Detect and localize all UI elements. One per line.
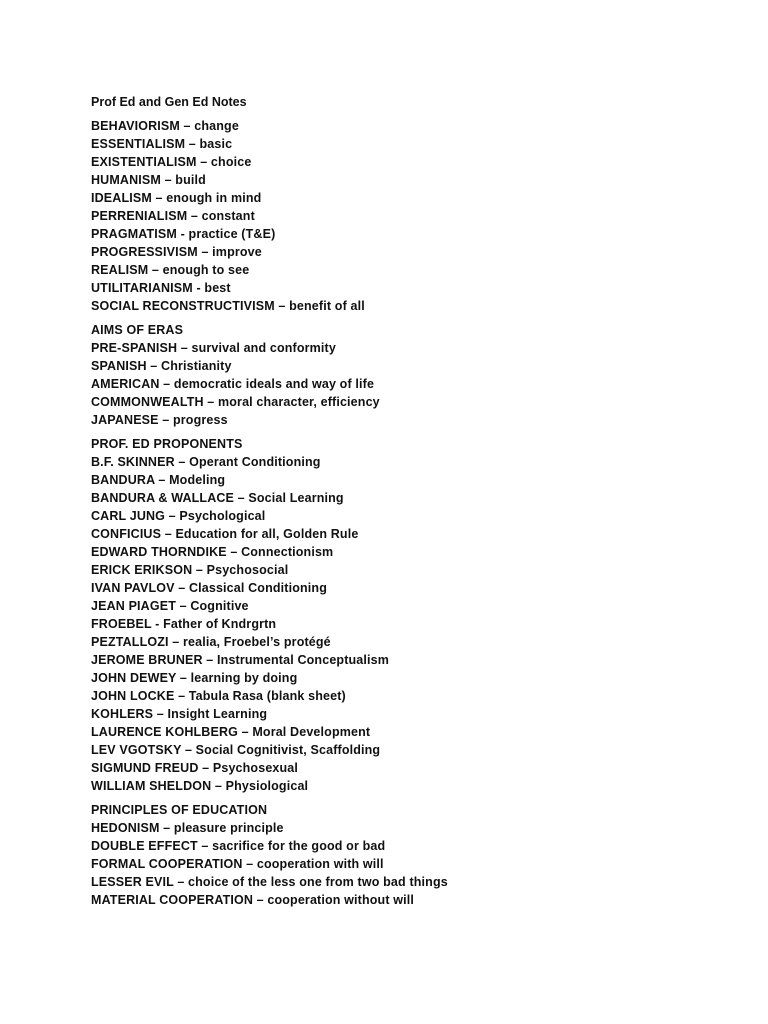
note-line: EXISTENTIALISM – choice — [91, 155, 252, 169]
note-line: BANDURA & WALLACE – Social Learning — [91, 491, 344, 505]
document-title: Prof Ed and Gen Ed Notes — [91, 95, 247, 109]
note-line: PROGRESSIVISM – improve — [91, 245, 262, 259]
note-line: ESSENTIALISM – basic — [91, 137, 233, 151]
note-line: HUMANISM – build — [91, 173, 206, 187]
note-line: EDWARD THORNDIKE – Connectionism — [91, 545, 334, 559]
note-line: PEZTALLOZI – realia, Froebel’s protégé — [91, 635, 331, 649]
note-line: REALISM – enough to see — [91, 263, 250, 277]
note-line: IVAN PAVLOV – Classical Conditioning — [91, 581, 327, 595]
notes-section — [91, 435, 731, 795]
note-line: SIGMUND FREUD – Psychosexual — [91, 761, 299, 775]
note-line: AMERICAN – democratic ideals and way of life — [91, 377, 375, 391]
note-line: FORMAL COOPERATION – cooperation with will — [91, 857, 384, 871]
note-line: LEV VGOTSKY – Social Cognitivist, Scaffolding — [91, 743, 381, 757]
note-line: LAURENCE KOHLBERG – Moral Development — [91, 725, 371, 739]
note-line: B.F. SKINNER – Operant Conditioning — [91, 455, 321, 469]
note-line: HEDONISM – pleasure principle — [91, 821, 284, 835]
note-line: PRAGMATISM - practice (T&E) — [91, 227, 276, 241]
note-line: UTILITARIANISM - best — [91, 281, 231, 295]
note-line: IDEALISM – enough in mind — [91, 191, 262, 205]
note-line: JOHN LOCKE – Tabula Rasa (blank sheet) — [91, 689, 346, 703]
section-heading: AIMS OF ERAS — [91, 323, 184, 337]
section-heading: PROF. ED PROPONENTS — [91, 437, 243, 451]
note-line: SOCIAL RECONSTRUCTIVISM – benefit of all — [91, 299, 365, 313]
note-line: WILLIAM SHELDON – Physiological — [91, 779, 309, 793]
note-line: JEROME BRUNER – Instrumental Conceptualism — [91, 653, 390, 667]
note-line: MATERIAL COOPERATION – cooperation without will — [91, 893, 415, 907]
note-line: LESSER EVIL – choice of the less one from two bad things — [91, 875, 448, 889]
note-line: JOHN DEWEY – learning by doing — [91, 671, 298, 685]
note-line: KOHLERS – Insight Learning — [91, 707, 268, 721]
notes-section — [91, 321, 731, 429]
section-heading: PRINCIPLES OF EDUCATION — [91, 803, 268, 817]
note-line: CARL JUNG – Psychological — [91, 509, 266, 523]
note-line: BEHAVIORISM – change — [91, 119, 239, 133]
note-line: BANDURA – Modeling — [91, 473, 226, 487]
notes-section — [91, 117, 731, 315]
note-line: ERICK ERIKSON – Psychosocial — [91, 563, 289, 577]
note-line: PERRENIALISM – constant — [91, 209, 255, 223]
note-line: PRE-SPANISH – survival and conformity — [91, 341, 336, 355]
note-line: SPANISH – Christianity — [91, 359, 232, 373]
note-line: JAPANESE – progress — [91, 413, 228, 427]
note-line: COMMONWEALTH – moral character, efficiency — [91, 395, 380, 409]
note-line: JEAN PIAGET – Cognitive — [91, 599, 249, 613]
notes-section — [91, 801, 731, 909]
document-page — [91, 93, 731, 915]
note-line: FROEBEL - Father of Kndrgrtn — [91, 617, 277, 631]
note-line: CONFICIUS – Education for all, Golden Rule — [91, 527, 359, 541]
note-line: DOUBLE EFFECT – sacrifice for the good or bad — [91, 839, 386, 853]
document-body — [91, 117, 731, 909]
